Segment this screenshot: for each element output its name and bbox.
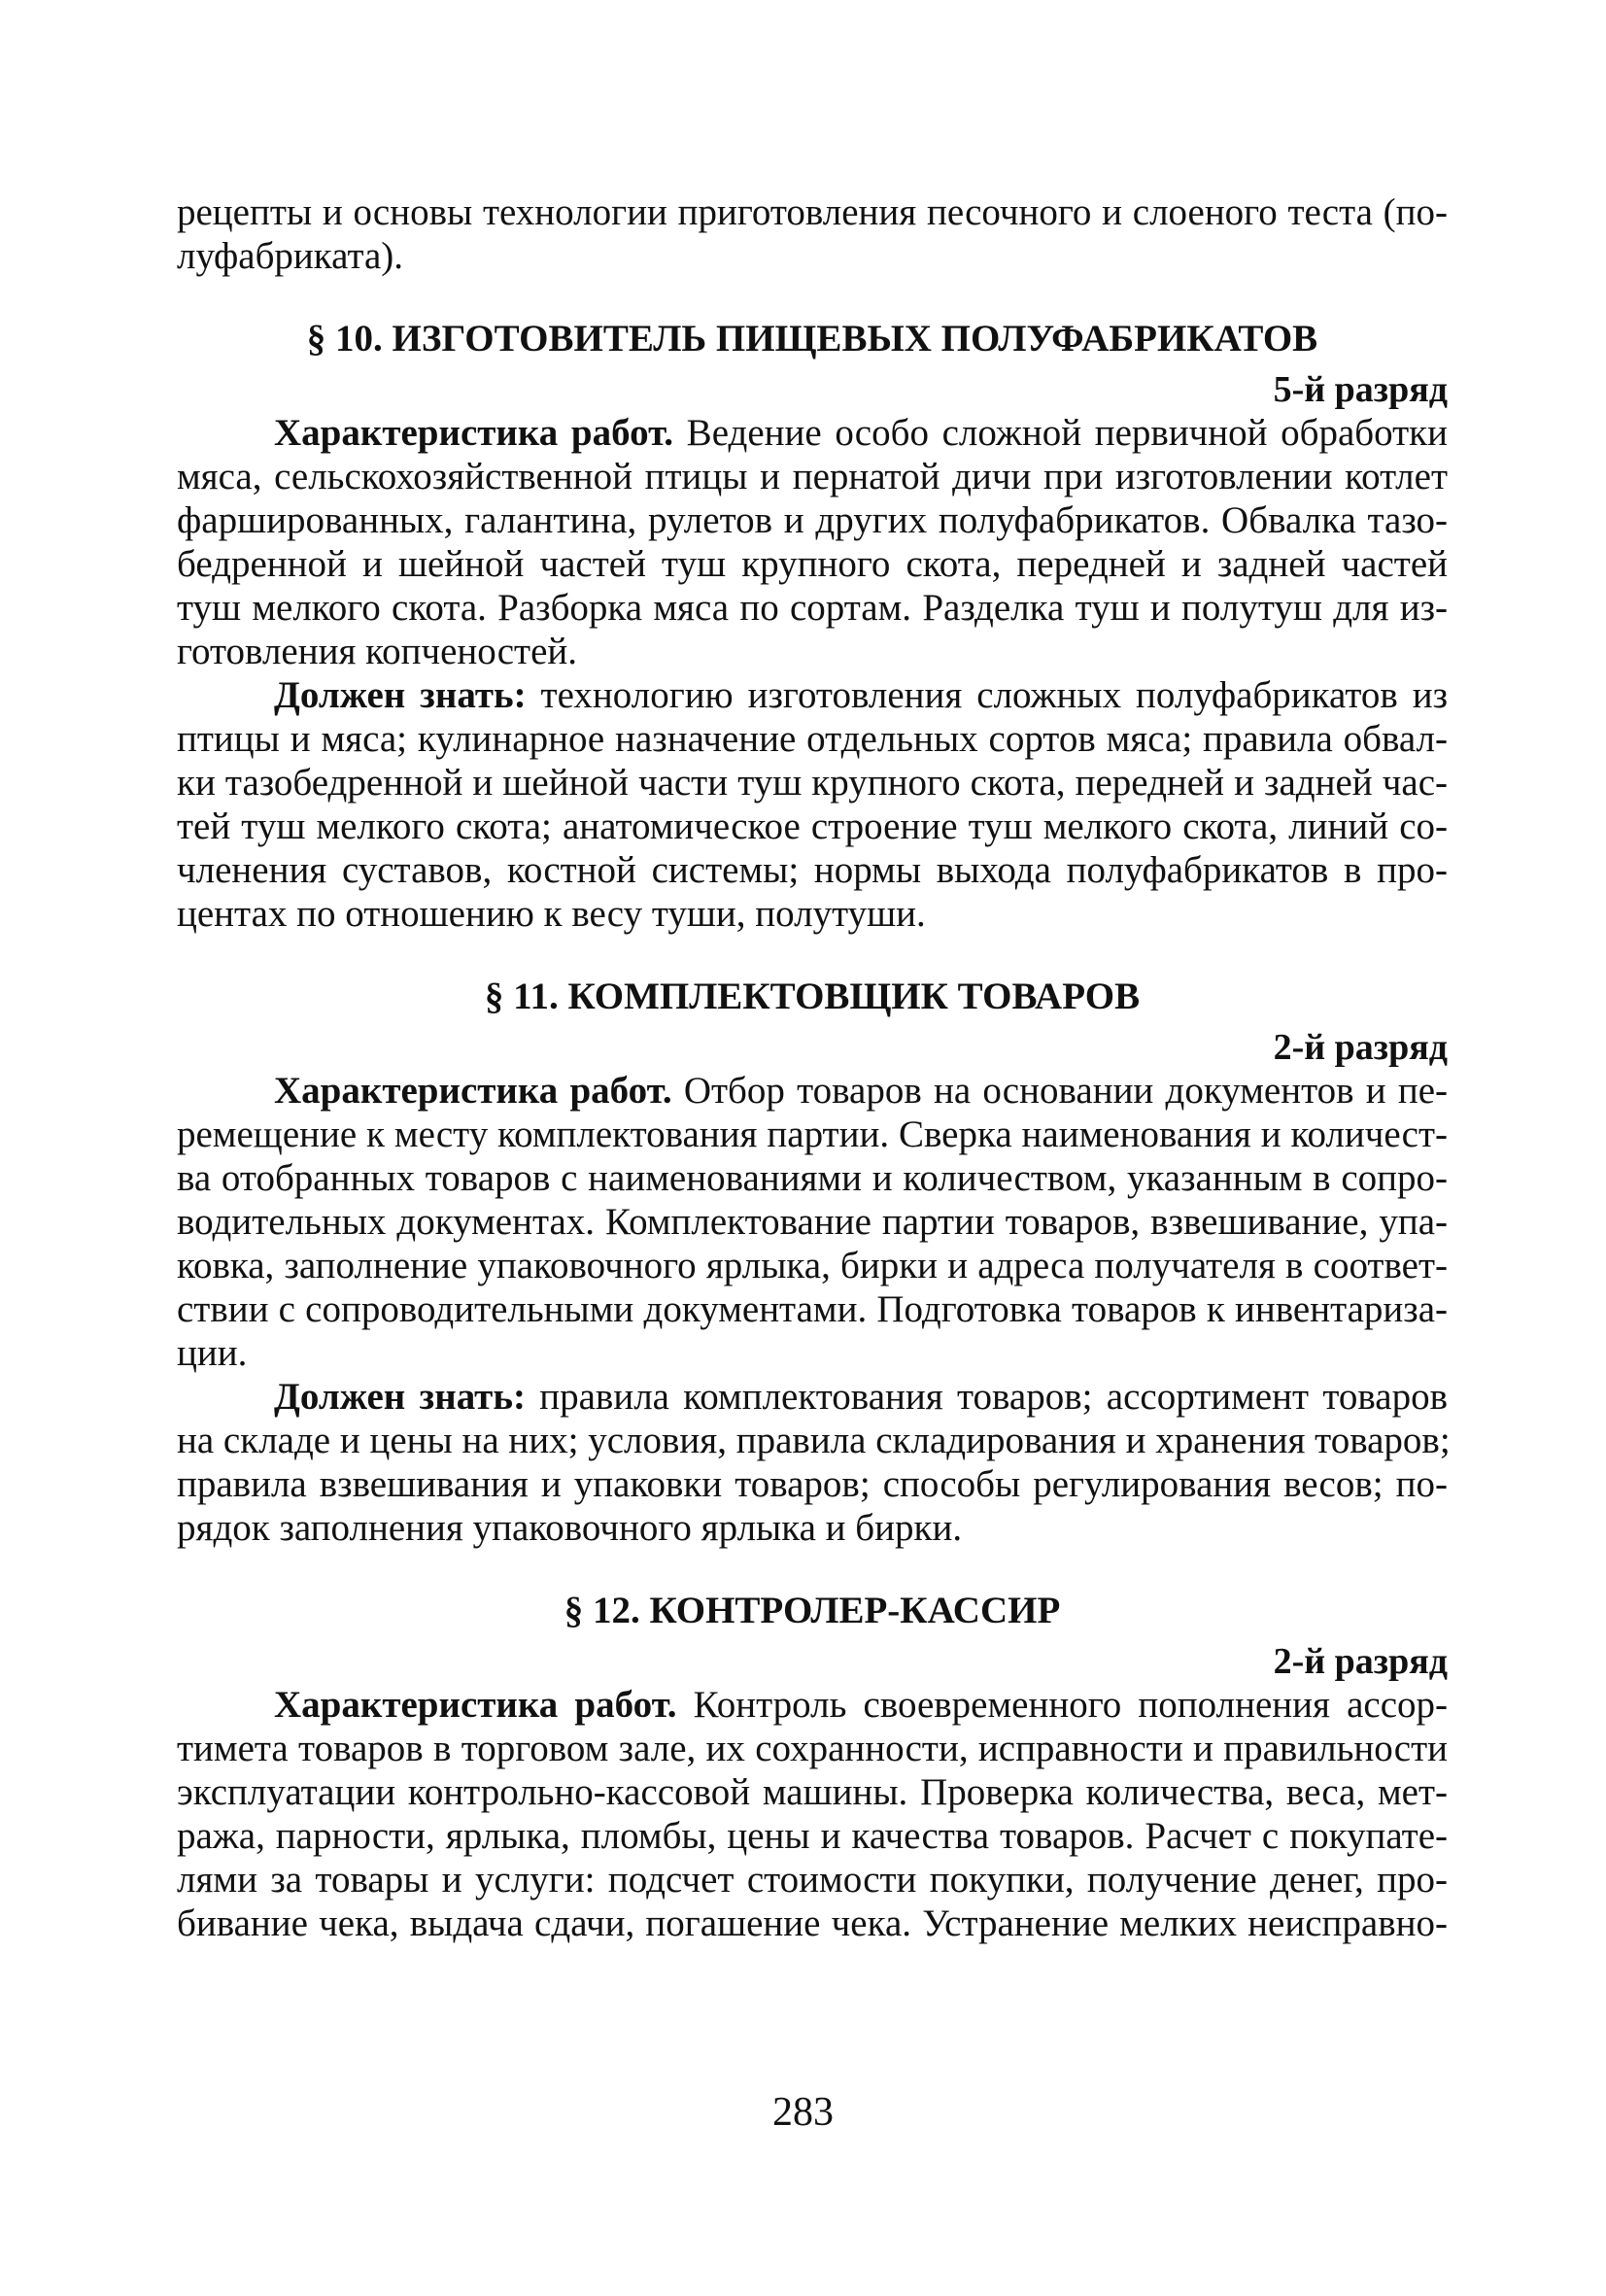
section-10-char-label: Характеристика работ. — [274, 412, 674, 454]
section-10-know-line-4: тей туш мелкого скота; анатомическое строение туш мелкого скота, линий со- — [177, 805, 1448, 847]
section-10-rank: 5-й разряд — [1273, 369, 1448, 410]
section-10-know-line-1 — [177, 673, 1448, 717]
section-11-know-line-4: рядок заполнения упаковочного ярлыка и бирки. — [177, 1507, 963, 1549]
section-10-char-line-2: мяса, сельскохозяйственной птицы и пернатой дичи при изготовлении котлет — [177, 456, 1448, 497]
section-11-rank: 2-й разряд — [1273, 1027, 1448, 1068]
intro-line-2: луфабриката). — [177, 235, 404, 277]
section-10-know-line-5: членения суставов, костной системы; нормы выхода полуфабрикатов в про- — [177, 849, 1448, 891]
section-10-char-line-1 — [177, 411, 1448, 455]
section-11-heading: § 11. КОМПЛЕКТОВЩИК ТОВАРОВ — [484, 976, 1141, 1017]
section-11-know-line-3: правила взвешивания и упаковки товаров; способы регулирования весов; по- — [177, 1463, 1448, 1505]
section-10-know-line-6: центах по отношению к весу туши, полутуши. — [177, 893, 926, 935]
section-10-char-line-4: бедренной и шейной частей туш крупного скота, передней и задней частей — [177, 543, 1448, 585]
section-11-know-label: Должен знать: — [274, 1376, 526, 1418]
section-12-char-label: Характеристика работ. — [274, 1684, 677, 1726]
section-11-char-label: Характеристика работ. — [274, 1070, 672, 1112]
section-10-heading: § 10. ИЗГОТОВИТЕЛЬ ПИЩЕВЫХ ПОЛУФАБРИКАТОВ — [306, 318, 1318, 360]
page-number: 283 — [772, 2090, 834, 2135]
section-12-char-line-1 — [177, 1683, 1448, 1727]
section-11-char-line-3: ва отобранных товаров с наименованиями и количеством, указанным в сопро- — [177, 1157, 1448, 1199]
section-10-know-text: технологию изготовления сложных полуфабрикатов из — [526, 674, 1448, 716]
section-10-know-line-2: птицы и мяса; кулинарное назначение отдельных сортов мяса; правила обвал- — [177, 718, 1448, 760]
section-12-char-line-4: ража, парности, ярлыка, пломбы, цены и качества товаров. Расчет с покупате- — [177, 1815, 1448, 1857]
section-11-char-line-2: ремещение к месту комплектования партии. Сверка наименования и количест- — [177, 1114, 1448, 1155]
section-10-know-line-3: ки тазобедренной и шейной части туш крупного скота, передней и задней час- — [177, 762, 1448, 804]
section-10-char-line-6: готовления копченостей. — [177, 631, 578, 672]
section-12-rank: 2-й разряд — [1273, 1641, 1448, 1682]
section-11-char-line-1 — [177, 1069, 1448, 1113]
section-11-char-line-7: ции. — [177, 1332, 248, 1374]
intro-line-1: рецепты и основы технологии приготовления песочного и слоеного теста (по- — [177, 191, 1448, 233]
section-12-char-line-3: эксплуатации контрольно-кассовой машины. Проверка количества, веса, мет- — [177, 1771, 1448, 1813]
section-10-char-text: Ведение особо сложной первичной обработки — [673, 412, 1448, 454]
section-11-know-line-2: на складе и цены на них; условия, правила складирования и хранения товаров; — [177, 1420, 1451, 1461]
section-11-char-line-4: водительных документах. Комплектование партии товаров, взвешивание, упа- — [177, 1201, 1448, 1243]
section-12-heading: § 12. КОНТРОЛЕР-КАССИР — [564, 1590, 1061, 1631]
section-11-know-line-1 — [177, 1375, 1448, 1419]
page-body — [177, 190, 1451, 1945]
section-10-char-line-3: фаршированных, галантина, рулетов и других полуфабрикатов. Обвалка тазо- — [177, 499, 1448, 541]
section-12-char-line-2: тимета товаров в торговом зале, их сохранности, исправности и правильности — [177, 1728, 1448, 1769]
section-12-char-text: Контроль своевременного пополнения ассор- — [676, 1684, 1448, 1726]
section-11-char-line-6: ствии с сопроводительными документами. Подготовка товаров к инвентариза- — [177, 1288, 1448, 1330]
section-12-char-line-5: лями за товары и услуги: подсчет стоимости покупки, получение денег, про- — [177, 1859, 1448, 1901]
section-10-know-label: Должен знать: — [274, 674, 527, 716]
section-10-char-line-5: туш мелкого скота. Разборка мяса по сортам. Разделка туш и полутуш для из- — [177, 587, 1448, 629]
section-12-char-line-6: бивание чека, выдача сдачи, погашение чека. Устранение мелких неисправно- — [177, 1902, 1448, 1944]
section-11-char-text: Отбор товаров на основании документов и пе- — [671, 1070, 1448, 1112]
section-11-char-line-5: ковка, заполнение упаковочного ярлыка, бирки и адреса получателя в соответ- — [177, 1245, 1448, 1286]
section-11-know-text: правила комплектования товаров; ассортимент товаров — [525, 1376, 1448, 1418]
